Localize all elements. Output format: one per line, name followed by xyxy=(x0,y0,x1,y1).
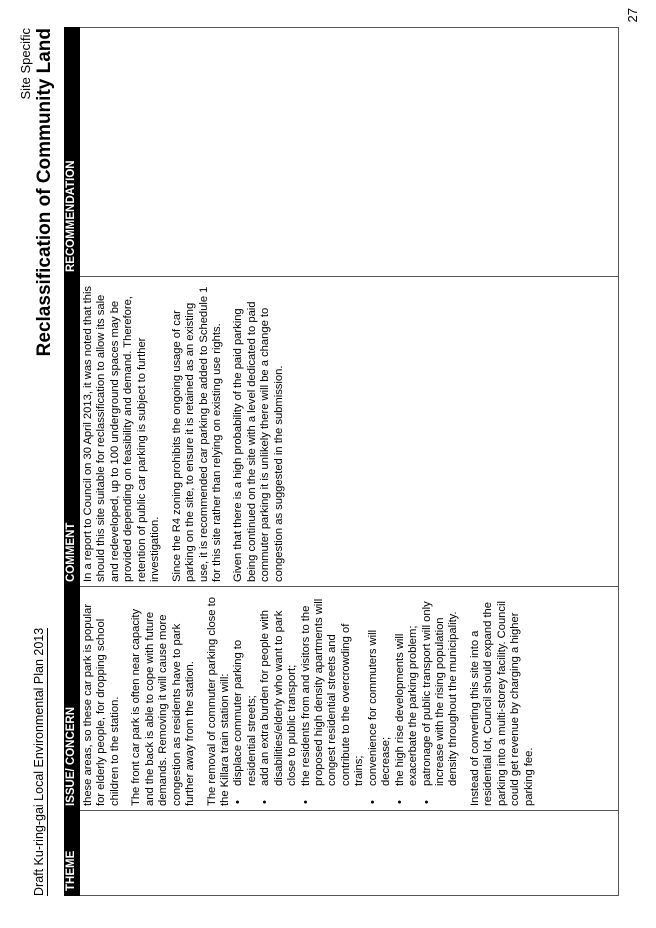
issue-paragraph: The front car park is often near capacity and the back is able to cope with future demands. Removing it will cause more congestion as residents have to park further away from the station. xyxy=(130,608,197,806)
list-item: • displace commuter parking to residential streets; xyxy=(232,591,259,806)
document-header: Draft Ku-ring-gai Local Environmental Plan 2013 xyxy=(32,627,46,896)
issue-paragraph: Instead of converting this site into a residential lot, Council should expand the parking into a multi-storey facility. Council could get revenue by charging a higher parking fee. xyxy=(468,601,535,806)
section-label: Site Specific xyxy=(18,28,33,100)
list-item: • the residents from and visitors to the proposed high density apartments will congest residential streets and contribute to the overcrowding of trains; xyxy=(300,591,367,806)
column-header-issue: ISSUE/ CONCERN xyxy=(65,587,80,811)
page-title: Reclassification of Community Land xyxy=(34,28,55,357)
comment-cell xyxy=(80,277,619,587)
page-number: 27 xyxy=(625,8,640,23)
recommendation-cell xyxy=(80,28,619,277)
list-item: • patronage of public transport will only increase with the rising population density throughout the municipality. xyxy=(421,591,461,806)
comment-paragraph: Given that there is a high probability of the paid parking being continued on the site with a level dedicated to paid commuter parking it is unlikely there will be a change to congestion as suggested in the submission. xyxy=(232,301,285,582)
header-right xyxy=(18,28,56,356)
issue-paragraph: The removal of commuter parking close to the Killara train station will: xyxy=(205,597,231,806)
issue-cell xyxy=(80,587,619,811)
column-header-recommendation: RECOMMENDATION xyxy=(65,28,80,277)
list-item: • convenience for commuters will decrease; xyxy=(367,591,394,806)
comment-paragraph: Since the R4 zoning prohibits the ongoing usage of car parking on the site, to ensure it is retained as an existing use, it is recommended car parking be added to Schedule 1 for this site rather than relying on existing use rights. xyxy=(170,286,223,582)
table-header-row xyxy=(65,28,80,896)
column-header-comment: COMMENT xyxy=(65,277,80,587)
list-item: • add an extra burden for people with disabilities/elderly who want to park close to public transport; xyxy=(259,591,299,806)
submissions-table xyxy=(64,27,619,896)
column-header-theme: THEME xyxy=(65,811,80,896)
issue-paragraph: these areas, so these car park is popular for elderly people, for dropping school children to the station. xyxy=(82,603,121,806)
list-item: • the high rise developments will exacerbate the parking problem; xyxy=(394,591,421,806)
issue-bullet-list xyxy=(232,591,460,806)
table-row xyxy=(80,28,619,896)
theme-cell xyxy=(80,811,619,896)
comment-paragraph: In a report to Council on 30 April 2013, it was noted that this should this site suitable for reclassification to allow its sale and redeveloped, up to 100 underground spaces may be provided depending on feasibility and demand. Therefore, retention of public car parking is subject to further investigation. xyxy=(82,285,162,582)
